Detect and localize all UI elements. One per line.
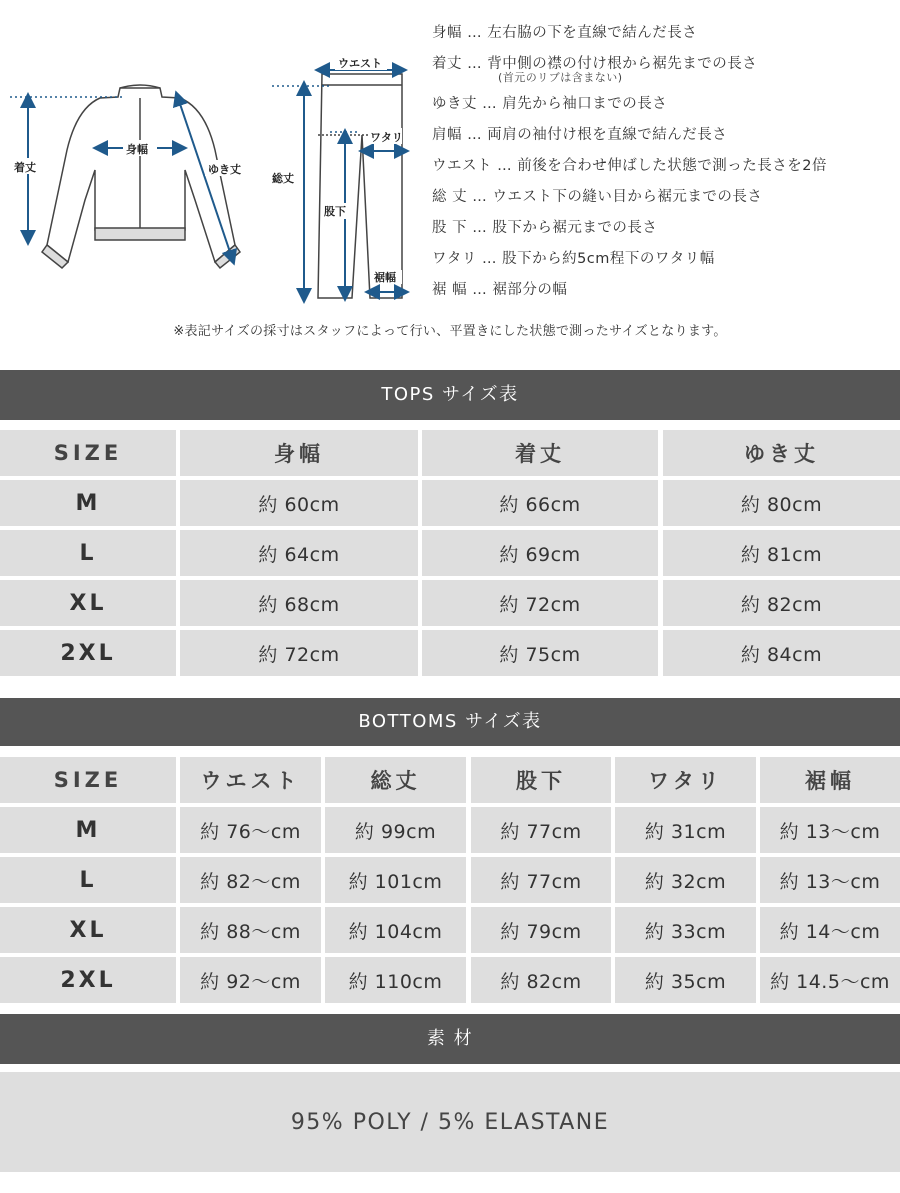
column-header: ゆき丈 [663,430,900,476]
table-row [0,807,900,853]
material-value: 95% POLY / 5% ELASTANE [0,1072,900,1172]
size-cell: M [0,480,176,526]
column-header: 着丈 [422,430,658,476]
definition-item: 着丈 … 背中側の襟の付け根から裾先までの長さ (首元のリブは含まない) [432,49,897,89]
definition-item: 裾 幅 … 裾部分の幅 [432,282,568,298]
table-cell: 約 92～cm [180,957,321,1003]
column-header: SIZE [0,430,176,476]
size-cell: L [0,530,176,576]
table-cell: 約 84cm [663,630,900,676]
column-header: 股下 [471,757,611,803]
table-header-row [0,757,900,803]
table-cell: 約 35cm [615,957,756,1003]
table-cell: 約 31cm [615,807,756,853]
table-cell: 約 99cm [325,807,466,853]
table-row [0,530,900,576]
total-length-label: 総丈 [272,172,294,185]
definition-item: 股 下 … 股下から裾元までの長さ [432,220,658,236]
table-cell: 約 110cm [325,957,466,1003]
column-header: ウエスト [180,757,321,803]
definition-subnote: (首元のリブは含まない) [498,71,623,84]
table-cell: 約 13～cm [760,807,900,853]
table-cell: 約 32cm [615,857,756,903]
table-cell: 約 64cm [180,530,418,576]
inseam-label: 股下 [324,205,346,218]
size-cell: M [0,807,176,853]
table-cell: 約 33cm [615,907,756,953]
table-cell: 約 60cm [180,480,418,526]
definition-item: ワタリ … 股下から約5cm程下のワタリ幅 [432,251,715,267]
definition-item: 総 丈 … ウエスト下の縫い目から裾元までの長さ [432,189,763,205]
column-header: 裾幅 [760,757,900,803]
table-row [0,857,900,903]
sleeve-length-label: ゆき丈 [208,163,241,176]
measurement-note: ※表記サイズの採寸はスタッフによって行い、平置きにした状態で測ったサイズとなります。 [173,324,727,339]
column-header: 総丈 [325,757,466,803]
table-cell: 約 69cm [422,530,658,576]
column-header: ワタリ [615,757,756,803]
table-row [0,957,900,1003]
table-cell: 約 72cm [180,630,418,676]
table-cell: 約 82～cm [180,857,321,903]
table-row [0,580,900,626]
table-cell: 約 77cm [471,807,611,853]
table-cell: 約 79cm [471,907,611,953]
body-length-label: 着丈 [14,161,36,174]
table-cell: 約 66cm [422,480,658,526]
table-cell: 約 101cm [325,857,466,903]
column-header: SIZE [0,757,176,803]
table-cell: 約 104cm [325,907,466,953]
table-cell: 約 14～cm [760,907,900,953]
measurement-diagram [0,0,420,310]
measurement-definitions [432,18,897,306]
table-header-row [0,430,900,476]
table-row [0,907,900,953]
table-row [0,480,900,526]
definition-item: ゆき丈 … 肩先から袖口までの長さ [432,96,668,112]
table-cell: 約 13～cm [760,857,900,903]
tops-section-header: TOPS サイズ表 [0,370,900,420]
table-cell: 約 77cm [471,857,611,903]
waist-label: ウエスト [338,57,382,70]
bottoms-section-header: BOTTOMS サイズ表 [0,698,900,746]
table-cell: 約 76～cm [180,807,321,853]
table-cell: 約 80cm [663,480,900,526]
table-row [0,630,900,676]
hem-label: 裾幅 [374,271,396,284]
table-cell: 約 81cm [663,530,900,576]
table-cell: 約 75cm [422,630,658,676]
thigh-label: ワタリ [370,131,403,144]
column-header: 身幅 [180,430,418,476]
body-width-label: 身幅 [126,143,148,156]
size-cell: L [0,857,176,903]
pants-illustration [318,74,402,298]
table-cell: 約 88～cm [180,907,321,953]
material-section-header: 素 材 [0,1014,900,1064]
size-cell: XL [0,907,176,953]
size-cell: XL [0,580,176,626]
definition-item: 肩幅 … 両肩の袖付け根を直線で結んだ長さ [432,127,728,143]
size-cell: 2XL [0,630,176,676]
table-cell: 約 14.5～cm [760,957,900,1003]
jacket-illustration [42,85,240,268]
table-cell: 約 72cm [422,580,658,626]
size-cell: 2XL [0,957,176,1003]
table-cell: 約 82cm [471,957,611,1003]
definition-item: ウエスト … 前後を合わせ伸ばした状態で測った長さを2倍 [432,158,827,174]
definition-item: 身幅 … 左右脇の下を直線で結んだ長さ [432,25,698,41]
table-cell: 約 82cm [663,580,900,626]
table-cell: 約 68cm [180,580,418,626]
